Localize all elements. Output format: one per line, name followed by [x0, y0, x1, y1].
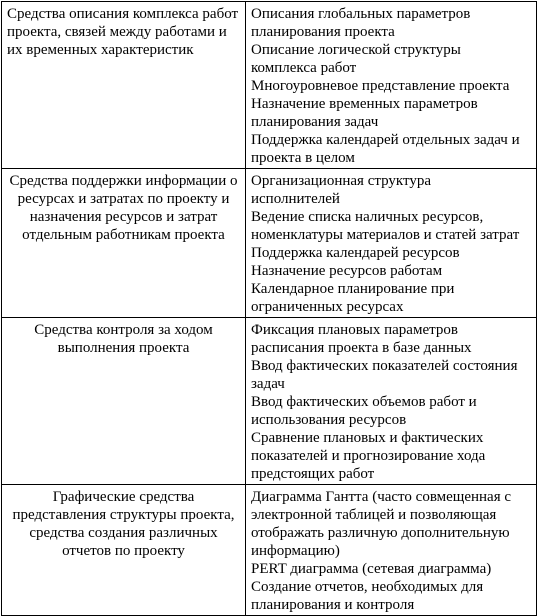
category-line: отчетов по проекту	[62, 543, 185, 559]
feature-line: Ведение списка наличных ресурсов,	[251, 209, 484, 225]
feature-line: электронной таблицей и позволяющая	[251, 507, 497, 523]
feature-line: Создание отчетов, необходимых для	[251, 579, 484, 595]
feature-line: планирования и контроля	[251, 597, 415, 613]
feature-line: исполнителей	[251, 191, 340, 207]
category-line: Средства описания комплекса работ	[7, 6, 239, 22]
features-cell	[246, 2, 537, 169]
table-row	[2, 2, 537, 169]
feature-line: Описание логической структуры	[251, 42, 461, 58]
table-row	[2, 318, 537, 485]
category-line: ресурсах и затратах по проекту и	[17, 191, 230, 207]
feature-line: PERT диаграмма (сетевая диаграмма)	[251, 561, 492, 577]
category-cell	[2, 318, 246, 485]
feature-line: Организационная структура	[251, 173, 431, 189]
feature-line: Назначение временных параметров	[251, 96, 478, 112]
features-table	[1, 1, 537, 616]
category-line: Средства контроля за ходом	[34, 322, 213, 338]
category-line: отдельным работникам проекта	[22, 227, 225, 243]
feature-line: Календарное планирование при	[251, 281, 455, 297]
category-line: их временных характеристик	[7, 42, 194, 58]
table-row	[2, 485, 537, 616]
category-line: средства создания различных	[29, 525, 218, 541]
feature-line: Многоуровневое представление проекта	[251, 78, 510, 94]
feature-line: расписания проекта в базе данных	[251, 340, 472, 356]
feature-line: Ввод фактических объемов работ и	[251, 394, 477, 410]
category-line: выполнения проекта	[57, 340, 190, 356]
features-cell	[246, 169, 537, 318]
category-line: назначения ресурсов и затрат	[29, 209, 218, 225]
feature-line: информацию)	[251, 543, 340, 559]
feature-line: Описания глобальных параметров	[251, 6, 471, 22]
feature-line: номенклатуры материалов и статей затрат	[251, 227, 520, 243]
feature-line: планирования проекта	[251, 24, 395, 40]
feature-line: ограниченных ресурсах	[251, 299, 404, 315]
category-line: представления структуры проекта,	[12, 507, 235, 523]
category-cell	[2, 169, 246, 318]
feature-line: Поддержка календарей отдельных задач и	[251, 132, 520, 148]
table-row	[2, 169, 537, 318]
feature-line: планирования задач	[251, 114, 379, 130]
feature-line: проекта в целом	[251, 150, 355, 166]
feature-line: показателей и прогнозирование хода	[251, 448, 486, 464]
feature-line: Ввод фактических показателей состояния	[251, 358, 518, 374]
feature-line: отображать различную дополнительную	[251, 525, 510, 541]
feature-line: Поддержка календарей ресурсов	[251, 245, 460, 261]
feature-line: Фиксация плановых параметров	[251, 322, 458, 338]
feature-line: использования ресурсов	[251, 412, 407, 428]
category-line: Графические средства	[52, 489, 195, 505]
feature-line: Сравнение плановых и фактических	[251, 430, 484, 446]
features-cell	[246, 318, 537, 485]
feature-line: задач	[251, 376, 285, 392]
feature-line: комплекса работ	[251, 60, 357, 76]
features-cell	[246, 485, 537, 616]
feature-line: Диаграмма Гантта (часто совмещенная с	[251, 489, 512, 505]
category-line: проекта, связей между работами и	[7, 24, 227, 40]
category-cell	[2, 2, 246, 169]
feature-line: предстоящих работ	[251, 466, 375, 482]
category-line: Средства поддержки информации о	[9, 173, 238, 189]
feature-line: Назначение ресурсов работам	[251, 263, 443, 279]
category-cell	[2, 485, 246, 616]
